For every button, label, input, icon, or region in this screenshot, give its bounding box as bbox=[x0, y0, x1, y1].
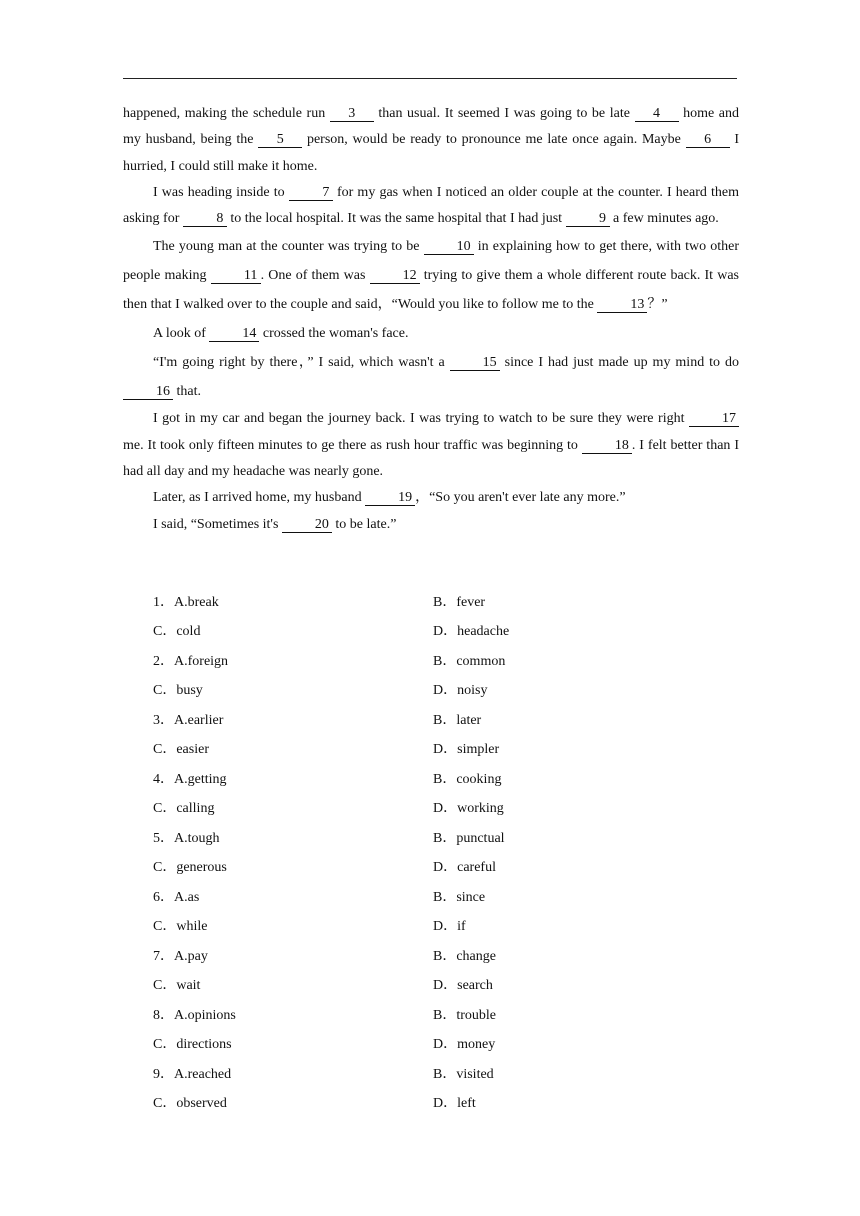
option-b-text: since bbox=[456, 889, 486, 905]
text: in explaining how to get there, with two other people making bbox=[123, 239, 739, 284]
option-c: C．calling bbox=[153, 801, 215, 817]
option-b: B．punctual bbox=[433, 830, 505, 846]
option-b-text: punctual bbox=[456, 830, 505, 846]
blank-5: 5 bbox=[258, 132, 302, 148]
option-b: B．visited bbox=[433, 1066, 494, 1082]
text: Later, as I arrived home, my husband bbox=[153, 490, 366, 506]
text: The young man at the counter was trying to be bbox=[153, 239, 424, 255]
option-a: 7．A.pay bbox=[153, 948, 208, 964]
option-b: B．trouble bbox=[433, 1007, 496, 1023]
question-number: 1 bbox=[153, 594, 160, 610]
text: home and my husband, being the bbox=[123, 106, 739, 148]
option-b-text: later bbox=[456, 712, 482, 728]
option-b-text: trouble bbox=[456, 1007, 496, 1023]
option-b: B．fever bbox=[433, 594, 486, 610]
text: since I had just made up my mind to do bbox=[499, 355, 739, 371]
paragraph-1 bbox=[123, 101, 739, 180]
blank-17: 17 bbox=[689, 411, 739, 427]
option-a: 4．A.getting bbox=[153, 771, 227, 787]
option-a: 6．A.as bbox=[153, 889, 200, 905]
option-a: 1．A.break bbox=[153, 594, 219, 610]
option-c: C．easier bbox=[153, 742, 209, 758]
option-row bbox=[153, 970, 713, 1000]
option-c-text: busy bbox=[176, 683, 203, 699]
text: ，“So you aren't ever late any more.” bbox=[415, 490, 626, 506]
option-a-text: foreign bbox=[187, 653, 229, 669]
text: for my gas when I noticed an older couple at the counter. I heard them asking for bbox=[123, 184, 739, 227]
option-row bbox=[153, 734, 713, 764]
text: trying to give them a whole different route back. It was then that I walked over to the couple and said，“Would you like to follow me to the bbox=[123, 268, 739, 313]
cloze-passage bbox=[123, 101, 739, 538]
option-a-text: break bbox=[187, 594, 219, 610]
option-d-text: careful bbox=[457, 860, 496, 876]
option-d-text: simpler bbox=[457, 742, 500, 758]
question-number: 9 bbox=[153, 1066, 160, 1082]
option-d: D．left bbox=[433, 1096, 476, 1112]
option-row bbox=[153, 911, 713, 941]
option-b: B．later bbox=[433, 712, 482, 728]
option-row bbox=[153, 1029, 713, 1059]
option-c: C．directions bbox=[153, 1037, 232, 1053]
text: me. It took only fifteen minutes to ge there as rush hour traffic was beginning to bbox=[123, 437, 582, 453]
text: I hurried, I could still make it home. bbox=[123, 132, 739, 174]
option-b: B．cooking bbox=[433, 771, 502, 787]
option-c-text: observed bbox=[176, 1096, 227, 1112]
option-row bbox=[153, 940, 713, 970]
option-a: 8．A.opinions bbox=[153, 1007, 236, 1023]
option-d: D．noisy bbox=[433, 683, 488, 699]
option-a-text: earlier bbox=[187, 712, 224, 728]
blank-19: 19 bbox=[365, 490, 415, 506]
option-d: D．careful bbox=[433, 860, 496, 876]
text: to the local hospital. It was the same hospital that I had just bbox=[226, 211, 566, 227]
option-a: 2．A.foreign bbox=[153, 653, 229, 669]
option-c: C．cold bbox=[153, 624, 201, 640]
option-d: D．search bbox=[433, 978, 493, 994]
option-row bbox=[153, 1058, 713, 1088]
option-row bbox=[153, 822, 713, 852]
option-d: D．working bbox=[433, 801, 504, 817]
blank-7: 7 bbox=[289, 185, 333, 201]
answer-options bbox=[153, 586, 713, 1117]
option-row bbox=[153, 645, 713, 675]
option-a-text: opinions bbox=[187, 1007, 236, 1023]
option-c-text: easier bbox=[176, 742, 209, 758]
text: a few minutes ago. bbox=[609, 211, 719, 227]
option-row bbox=[153, 704, 713, 734]
header-rule bbox=[123, 78, 737, 79]
option-c-text: while bbox=[176, 919, 208, 935]
option-b: B．since bbox=[433, 889, 486, 905]
text: happened, making the schedule run bbox=[123, 106, 330, 121]
option-row bbox=[153, 675, 713, 705]
blank-8: 8 bbox=[183, 211, 227, 227]
question-number: 6 bbox=[153, 889, 160, 905]
text: to be late.” bbox=[331, 516, 397, 532]
option-row bbox=[153, 852, 713, 882]
option-a-text: reached bbox=[187, 1066, 232, 1082]
option-c-text: generous bbox=[176, 860, 227, 876]
option-row bbox=[153, 586, 713, 616]
option-b: B．common bbox=[433, 653, 506, 669]
text: . I felt better than I had all day and my headache was nearly gone. bbox=[123, 437, 739, 480]
text: I got in my car and began the journey back. I was trying to watch to be sure they were right bbox=[153, 411, 689, 427]
option-a-text: as bbox=[187, 889, 200, 905]
option-c: C．generous bbox=[153, 860, 227, 876]
option-row bbox=[153, 881, 713, 911]
text: that. bbox=[173, 384, 201, 400]
text: A look of bbox=[153, 326, 210, 342]
option-c-text: wait bbox=[176, 978, 201, 994]
blank-12: 12 bbox=[370, 268, 420, 284]
question-number: 2 bbox=[153, 653, 160, 669]
text: I said, “Sometimes it's bbox=[153, 516, 282, 532]
option-d: D．if bbox=[433, 919, 466, 935]
blank-9: 9 bbox=[566, 211, 610, 227]
paragraph-6 bbox=[123, 406, 739, 485]
option-b-text: visited bbox=[456, 1066, 494, 1082]
paragraph-3 bbox=[123, 232, 739, 319]
option-row bbox=[153, 999, 713, 1029]
blank-3: 3 bbox=[330, 106, 374, 122]
option-d-text: headache bbox=[457, 624, 510, 640]
text: “I'm going right by there，” I said, which wasn't a bbox=[153, 355, 450, 371]
option-b-text: change bbox=[456, 948, 496, 964]
blank-20: 20 bbox=[282, 517, 332, 533]
text: person, would be ready to pronounce me late once again. Maybe bbox=[302, 132, 686, 148]
option-d: D．simpler bbox=[433, 742, 500, 758]
option-a-text: getting bbox=[187, 771, 227, 787]
option-c: C．while bbox=[153, 919, 208, 935]
blank-14: 14 bbox=[209, 326, 259, 342]
option-c: C．busy bbox=[153, 683, 203, 699]
blank-15: 15 bbox=[450, 355, 500, 371]
option-d-text: working bbox=[457, 801, 504, 817]
blank-4: 4 bbox=[635, 106, 679, 122]
text: crossed the woman's face. bbox=[259, 326, 409, 342]
option-a-text: tough bbox=[187, 830, 220, 846]
option-a: 5．A.tough bbox=[153, 830, 220, 846]
option-row bbox=[153, 793, 713, 823]
option-row bbox=[153, 616, 713, 646]
option-c-text: cold bbox=[176, 624, 201, 640]
option-row bbox=[153, 763, 713, 793]
blank-18: 18 bbox=[582, 438, 632, 454]
blank-16: 16 bbox=[123, 384, 173, 400]
text: . One of them was bbox=[260, 268, 370, 284]
blank-6: 6 bbox=[686, 132, 730, 148]
paragraph-8 bbox=[123, 512, 739, 538]
question-number: 4 bbox=[153, 771, 160, 787]
paragraph-2 bbox=[123, 180, 739, 233]
option-d-text: search bbox=[457, 978, 493, 994]
option-c: C．observed bbox=[153, 1096, 227, 1112]
option-b-text: common bbox=[456, 653, 506, 669]
question-number: 7 bbox=[153, 948, 160, 964]
text: I was heading inside to bbox=[153, 184, 289, 200]
question-number: 8 bbox=[153, 1007, 160, 1023]
option-b-text: fever bbox=[456, 594, 486, 610]
option-a: 3．A.earlier bbox=[153, 712, 224, 728]
paragraph-7 bbox=[123, 485, 739, 511]
option-d: D．money bbox=[433, 1037, 496, 1053]
option-d-text: money bbox=[457, 1037, 496, 1053]
question-number: 5 bbox=[153, 830, 160, 846]
blank-10: 10 bbox=[424, 239, 474, 255]
question-number: 3 bbox=[153, 712, 160, 728]
blank-11: 11 bbox=[211, 268, 261, 284]
option-row bbox=[153, 1088, 713, 1118]
option-a: 9．A.reached bbox=[153, 1066, 232, 1082]
option-c-text: calling bbox=[176, 801, 215, 817]
text: than usual. It seemed I was going to be late bbox=[373, 106, 635, 121]
paragraph-4 bbox=[123, 319, 739, 348]
option-c-text: directions bbox=[176, 1037, 232, 1053]
option-a-text: pay bbox=[187, 948, 208, 964]
option-d-text: noisy bbox=[457, 683, 488, 699]
paragraph-5 bbox=[123, 348, 739, 406]
option-d-text: if bbox=[457, 919, 466, 935]
option-b-text: cooking bbox=[456, 771, 502, 787]
option-d: D．headache bbox=[433, 624, 510, 640]
option-c: C．wait bbox=[153, 978, 201, 994]
text: ？” bbox=[647, 297, 668, 313]
option-b: B．change bbox=[433, 948, 496, 964]
blank-13: 13 bbox=[597, 297, 647, 313]
option-d-text: left bbox=[457, 1096, 476, 1112]
